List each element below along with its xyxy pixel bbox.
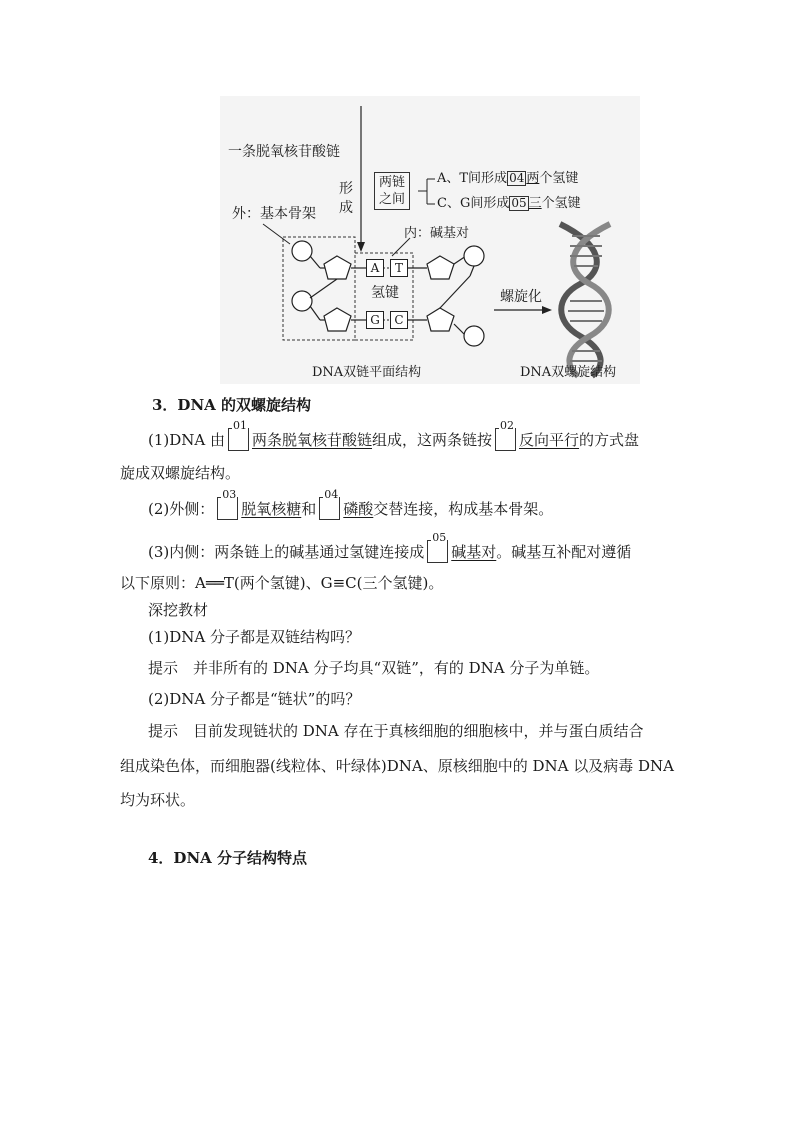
answer-02: 反向平行 bbox=[519, 431, 580, 449]
section-3-para-2: (2)外侧： 03 脱氧核糖和 04 磷酸交替连接，构成基本骨架。 bbox=[148, 488, 554, 518]
rule-cg: C、G间形成 05 三个氢键 bbox=[437, 196, 581, 211]
answer-hint-2-line-3: 均为环状。 bbox=[120, 791, 196, 809]
section-3-para-1-cont: 旋成双螺旋结构。 bbox=[120, 464, 241, 482]
double-helix-icon bbox=[560, 224, 610, 376]
between-strands-box: 两链之间 bbox=[374, 172, 410, 210]
deep-dive-title: 深挖教材 bbox=[148, 601, 209, 619]
answer-box-04: 04 bbox=[319, 497, 340, 520]
answer-hint-1: 提示 并非所有的 DNA 分子均具“双链”，有的 DNA 分子为单链。 bbox=[148, 659, 600, 677]
caption-planar-structure: DNA双链平面结构 bbox=[312, 365, 422, 380]
section-3-para-3-cont: 以下原则：A══T(两个氢键)、G≡C(三个氢键)。 bbox=[120, 574, 444, 592]
form-label: 形成 bbox=[339, 181, 353, 216]
answer-blank-04: 04 bbox=[509, 171, 525, 185]
outer-label: 外：基本骨架 bbox=[232, 206, 316, 222]
answer-box-02: 02 bbox=[495, 428, 516, 451]
question-1: (1)DNA 分子都是双链结构吗？ bbox=[148, 628, 361, 646]
answer-04: 磷酸 bbox=[343, 500, 374, 518]
section-4-heading: 4．DNA 分子结构特点 bbox=[148, 849, 308, 867]
section-3-para-1: (1)DNA 由 01 两条脱氧核苷酸链组成，这两条链按 02 反向平行的方式盘 bbox=[148, 419, 640, 449]
answer-hint-2-line-2: 组成染色体，而细胞器(线粒体、叶绿体)DNA、原核细胞中的 DNA 以及病毒 DNA bbox=[120, 757, 674, 775]
hbond-label: 氢键 bbox=[371, 285, 399, 301]
answer-three: 三 bbox=[528, 196, 542, 211]
answer-box-01: 01 bbox=[228, 428, 249, 451]
answer-blank-05: 05 bbox=[511, 196, 527, 210]
answer-03: 脱氧核糖 bbox=[241, 500, 302, 518]
question-2: (2)DNA 分子都是“链状”的吗？ bbox=[148, 690, 361, 708]
base-g: G bbox=[366, 311, 384, 329]
answer-two: 两 bbox=[526, 171, 540, 186]
base-c: C bbox=[390, 311, 408, 329]
section-3-para-3: (3)内侧：两条链上的碱基通过氢键连接成 05 碱基对。碱基互补配对遵循 bbox=[148, 531, 632, 561]
base-a: A bbox=[366, 259, 384, 277]
caption-double-helix: DNA双螺旋结构 bbox=[520, 365, 617, 380]
dna-structure-figure bbox=[220, 96, 640, 384]
answer-box-03: 03 bbox=[217, 497, 238, 520]
spiral-label: 螺旋化 bbox=[500, 289, 542, 305]
answer-01: 两条脱氧核苷酸链 bbox=[252, 431, 373, 449]
answer-hint-2-line-1: 提示 目前发现链状的 DNA 存在于真核细胞的细胞核中，并与蛋白质结合 bbox=[148, 722, 644, 740]
answer-05: 碱基对 bbox=[451, 543, 497, 561]
strand-label: 一条脱氧核苷酸链 bbox=[228, 144, 340, 160]
base-t: T bbox=[390, 259, 408, 277]
section-3-heading: 3．DNA 的双螺旋结构 bbox=[152, 396, 312, 414]
inner-label: 内：碱基对 bbox=[404, 226, 470, 241]
answer-box-05: 05 bbox=[427, 540, 448, 563]
rule-at: A、T间形成 04 两个氢键 bbox=[437, 171, 579, 186]
